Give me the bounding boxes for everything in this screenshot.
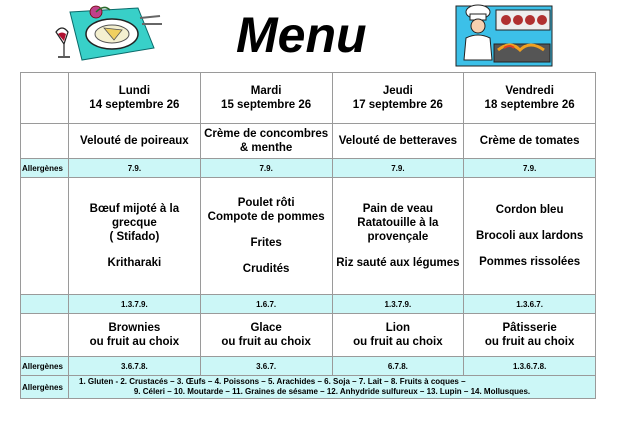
main-dish-cell: Pain de veau Ratatouille à la provençale Riz sauté aux légumes [332,178,464,295]
soup-cell: Crème de tomates [464,124,596,159]
allergen-cell: 7.9. [332,159,464,178]
allergen-label: Allergènes [21,159,69,178]
table-setting-clipart [52,4,164,66]
allergen-cell: 1.3.7.9. [69,295,201,314]
allergen-cell: 1.3.6.7.8. [464,357,596,376]
main-dish-cell: Cordon bleu Brocoli aux lardons Pommes rissolées [464,178,596,295]
chef-clipart [454,4,554,68]
legend-label: Allergènes [21,376,69,399]
day-header: Jeudi 17 septembre 26 [332,73,464,124]
row-label-empty [21,314,69,357]
menu-table [20,72,596,399]
page-title: Menu [236,7,367,63]
allergen-legend-row [21,376,596,399]
main-dish-row [21,178,596,295]
soup-cell: Crème de concombres & menthe [200,124,332,159]
allergen-cell: 1.6.7. [200,295,332,314]
main-dish-cell: Bœuf mijoté à la grecque ( Stifado) Kritharaki [69,178,201,295]
row-label-empty [21,295,69,314]
day-header-row [21,73,596,124]
header-blank-cell [21,73,69,124]
main-dish-cell: Poulet rôti Compote de pommes Frites Crudités [200,178,332,295]
allergen-legend: 1. Gluten - 2. Crustacés – 3. Œufs – 4. Poissons – 5. Arachides – 6. Soja – 7. Lait – 8. Fruits à coques – 9. Céleri – 10. Moutarde – 11. Graines de sésame – 12. Anhydride sulfureux – 13. Lupin – 14. Mollusques. [69,376,596,399]
allergen-label: Allergènes [21,357,69,376]
dessert-allergen-row [21,357,596,376]
allergen-cell: 1.3.7.9. [332,295,464,314]
dessert-cell: Glace ou fruit au choix [200,314,332,357]
day-header: Lundi 14 septembre 26 [69,73,201,124]
allergen-cell: 6.7.8. [332,357,464,376]
allergen-cell: 7.9. [200,159,332,178]
dessert-cell: Brownies ou fruit au choix [69,314,201,357]
day-header: Vendredi 18 septembre 26 [464,73,596,124]
allergen-cell: 1.3.6.7. [464,295,596,314]
allergen-cell: 7.9. [69,159,201,178]
day-header: Mardi 15 septembre 26 [200,73,332,124]
soup-cell: Velouté de betteraves [332,124,464,159]
row-label-empty [21,178,69,295]
dessert-cell: Pâtisserie ou fruit au choix [464,314,596,357]
main-allergen-row [21,295,596,314]
soup-cell: Velouté de poireaux [69,124,201,159]
allergen-cell: 3.6.7. [200,357,332,376]
allergen-cell: 7.9. [464,159,596,178]
soup-allergen-row [21,159,596,178]
dessert-row [21,314,596,357]
dessert-cell: Lion ou fruit au choix [332,314,464,357]
allergen-cell: 3.6.7.8. [69,357,201,376]
row-label-empty [21,124,69,159]
soup-row [21,124,596,159]
